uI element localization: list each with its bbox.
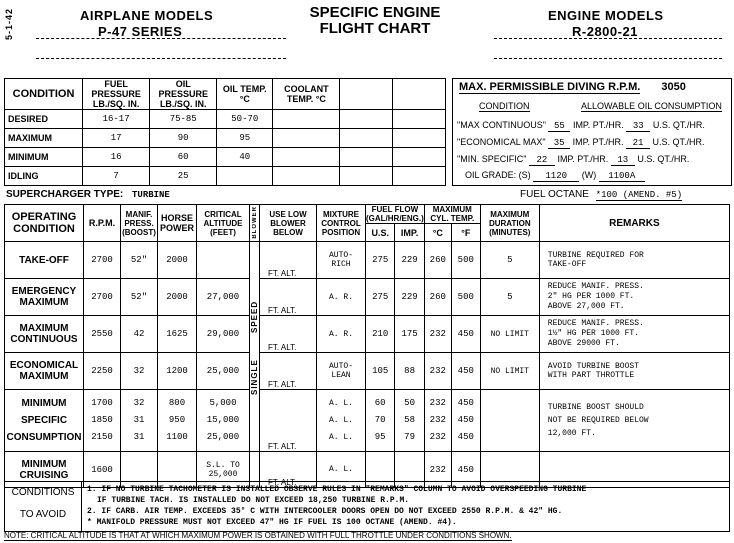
date-label: 5-1-42: [4, 8, 14, 41]
col-horsepower: HORSE POWER: [158, 205, 197, 242]
table-row: EMERGENCY MAXIMUM 2700 52" 2000 27,000 FT. ALT. A. R. 275 229 260 500 5 REDUCE MANIF. PRESS. 2" HG PER 1000 FT. ABOVE 27,000 FT.: [5, 279, 730, 316]
table-row: MAXIMUM CONTINUOUS 2550 42 1625 29,000 FT. ALT. A. R. 210 175 232 450 NO LIMIT REDUCE MANIF. PRESS. 1½" HG PER 1000 FT. ABOVE 29000 FT.: [5, 316, 730, 353]
chart-title: SPECIFIC ENGINE FLIGHT CHART: [309, 4, 441, 37]
table-row: MINIMUM 16 60 40: [5, 148, 446, 167]
col-coolant-temp: COOLANT TEMP. °C: [273, 79, 340, 110]
diving-rpm-value: 3050: [661, 81, 686, 93]
col-fuel-flow: FUEL FLOW (GAL/HR/ENG.): [366, 205, 424, 223]
oil-grade: OIL GRADE: (S) 1120 (W) 1100A: [465, 170, 645, 182]
condition-line-3: 2. IF CARB. AIR TEMP. EXCEEDS 35° C WITH INTERCOOLER DOORS OPEN DO NOT EXCEED 2550 R.P.M. & 42" HG.: [87, 507, 563, 516]
diving-box: [452, 78, 732, 186]
table-row: TAKE-OFF 2700 52" 2000 SPEED SINGLE FT. ALT. AUTO- RICH 275 229 260 500 5 TURBINE REQUIRED FOR TAKE-OFF: [5, 242, 730, 279]
col-condition: CONDITION: [5, 79, 83, 110]
engine-models-value: R-2800-21: [572, 24, 638, 39]
list-item: "ECONOMICAL MAX" 35 IMP. PT./HR. 21 U.S. QT./HR.: [457, 137, 705, 148]
col-blower: BLOWER: [250, 205, 260, 242]
table-row: IDLING 7 25: [5, 167, 446, 186]
pressure-table: [4, 78, 446, 186]
condition-line-1: 1. IF NO TURBINE TACHOMETER IS INSTALLED OBSERVE RULES IN "REMARKS" COLUMN TO AVOID OVERSPEEDING TURBINE: [87, 485, 587, 494]
col-remarks: REMARKS: [539, 205, 729, 242]
table-row: MINIMUM CRUISING 1600 S.L. TO 25,000 FT. ALT. A. L. 232 450: [5, 452, 730, 488]
blower-single-label: SINGLE: [250, 358, 259, 395]
table-row: DESIRED 16-17 75-85 50-70: [5, 110, 446, 129]
to-avoid-label: TO AVOID: [19, 509, 67, 520]
conditions-label: CONDITIONS: [11, 487, 75, 498]
col-operating: OPERATING CONDITION: [5, 205, 84, 242]
col-oil-pressure: OIL PRESSURE LB./SQ. IN.: [150, 79, 217, 110]
diving-col-consumption: ALLOWABLE OIL CONSUMPTION: [581, 101, 722, 111]
col-max-duration: MAXIMUM DURATION (MINUTES): [480, 205, 539, 242]
airplane-models-value: P-47 SERIES: [98, 24, 183, 39]
condition-line-2: IF TURBINE TACH. IS INSTALLED DO NOT EXCEED 18,250 TURBINE R.P.M.: [97, 496, 410, 505]
table-row: MAXIMUM 17 90 95: [5, 129, 446, 148]
airplane-models-title: AIRPLANE MODELS: [80, 8, 214, 23]
engine-models-title: ENGINE MODELS: [548, 8, 664, 23]
col-critical-alt: CRITICAL ALTITUDE (FEET): [197, 205, 250, 242]
blower-speed-label: SPEED: [250, 300, 259, 333]
table-row: MINIMUM SPECIFIC CONSUMPTION 1700 1850 2150 32 31 31 800 950 1100 5,000 15,000 25,000 FT. ALT. A. L. A. L. A. L. 60 70 95 50 58 79 232 232 232 450 450 450 TURBINE BOOST SHOULD NOT BE REQUIRED BELOW 12,000 FT.: [5, 390, 730, 452]
col-mixture: MIXTURE CONTROL POSITION: [317, 205, 366, 242]
footer-note: NOTE: CRITICAL ALTITUDE IS THAT AT WHICH MAXIMUM POWER IS OBTAINED WITH FULL THROTTLE UNDER CONDITIONS SHOWN.: [4, 531, 512, 540]
diving-col-condition: CONDITION: [479, 101, 530, 111]
col-manif: MANIF. PRESS. (BOOST): [121, 205, 158, 242]
main-table: OPERATING CONDITION R.P.M. MANIF. PRESS. (BOOST) HORSE POWER CRITICAL ALTITUDE (FEET) BLOWER USE LOW BLOWER BELOW MIXTURE CONTROL POSITION FUEL FLOW (GAL/HR/ENG.) MAXIMUM CYL. TEMP. MAXIMUM DURATION (MINUTES) REMARKS U.S. IMP. °C °F TAKE-OFF 2700 52" 2000 SPEED SINGLE FT. ALT. AUTO- RICH 275 229 260 500 5 TURBINE REQUIRED FOR TAKE-OFF EMERGENCY MAXIMUM 2700 52" 2000 27,000 FT. ALT. A. R. 275 229 260 500 5 REDUCE MANIF. PRESS. 2" HG PER 1000 FT. ABOVE 27,000 FT. MAXIMUM CONTINUOUS 2550 42 1625 29,000 FT. ALT. A. R. 210 175 232 450 NO LIMIT REDUCE MANIF. PRESS. 1½" HG PER 1000 FT. ABOVE 29000 FT. ECONOMICAL MAXIMUM 2250 32 1200 25,000 FT. ALT. AUTO- LEAN 105 88 232 450 NO LIMIT AVOID TURBINE BOOST WITH PART THROTTLE MINIMUM SPECIFIC CONSUMPTION 1700 1850 2150 32 31 31 800 950 1100 5,000 15,000 25,000 FT. ALT. A. L. A. L. A. L. 60 70 95 50 58 79 232 232 232 450 450 450 TURBINE BOOST SHOULD NOT BE REQUIRED BELOW 12,000 FT. MINIMUM CRUISING 1600 S.L. TO 25,000 FT. ALT. A. L. 232 450: [4, 204, 730, 488]
list-item: "MIN. SPECIFIC" 22 IMP. PT./HR. 13 U.S. QT./HR.: [457, 154, 690, 165]
col-rpm: R.P.M.: [84, 205, 121, 242]
condition-line-4: * MANIFOLD PRESSURE MUST NOT EXCEED 47" HG IF FUEL IS 100 OCTANE (AMEND. #4).: [87, 518, 457, 527]
col-fuel-pressure: FUEL PRESSURE LB./SQ. IN.: [83, 79, 150, 110]
list-item: "MAX CONTINUOUS" 55 IMP. PT./HR. 33 U.S. QT./HR.: [457, 120, 705, 131]
supercharger-type: SUPERCHARGER TYPE: TURBINE: [6, 189, 170, 200]
table-row: ECONOMICAL MAXIMUM 2250 32 1200 25,000 FT. ALT. AUTO- LEAN 105 88 232 450 NO LIMIT AVOID TURBINE BOOST WITH PART THROTTLE: [5, 353, 730, 390]
col-use-low-blower: USE LOW BLOWER BELOW: [260, 205, 317, 242]
diving-rpm-label: MAX. PERMISSIBLE DIVING R.P.M.: [459, 81, 641, 93]
fuel-octane: FUEL OCTANE *100 (AMEND. #5): [520, 189, 683, 200]
col-max-cyl: MAXIMUM CYL. TEMP.: [424, 205, 480, 224]
conditions-box: [4, 481, 730, 532]
col-oil-temp: OIL TEMP. °C: [217, 79, 273, 110]
